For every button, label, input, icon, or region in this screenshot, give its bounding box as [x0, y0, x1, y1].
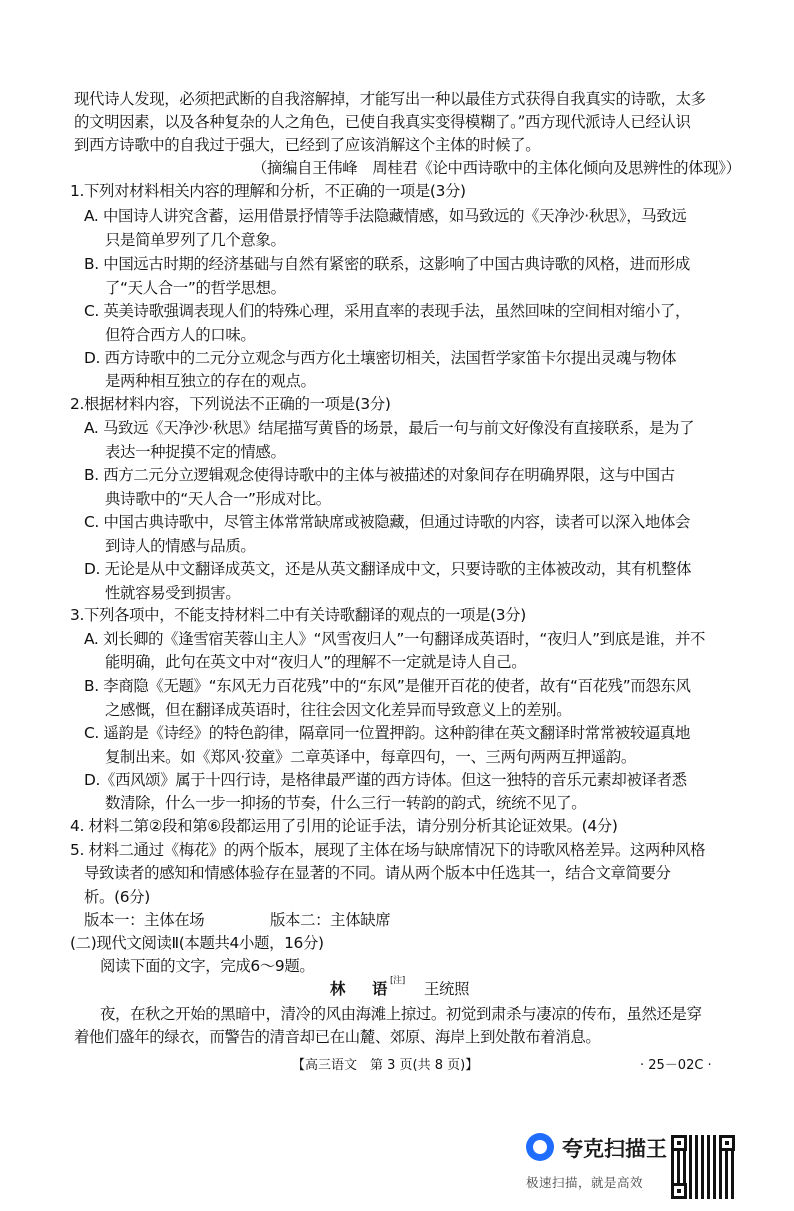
scanner-logo-icon: [526, 1133, 554, 1161]
article-paragraph-1: 夜，在秋之开始的黑暗中，清冷的风由海滩上掠过。初觉到肃杀与凄凉的传布，虽然还是穿: [100, 1005, 702, 1023]
q2-option-a: A. 马致远《天净沙·秋思》结尾描写黄昏的场景，最后一句与前文好像没有直接联系，是为了: [84, 419, 695, 437]
q2-option-d-cont: 性就容易受到损害。: [105, 584, 241, 602]
q3-option-a-cont: 能明确，此句在英文中对“夜归人”的理解不一定就是诗人自己。: [105, 653, 527, 671]
article-paragraph-1-cont: 着他们盛年的绿衣，而警告的清音却已在山麓、郊原、海岸上到处散布着消息。: [74, 1028, 601, 1046]
section-instruction: 阅读下面的文字，完成6～9题。: [100, 957, 315, 975]
q1-stem: 1.下列对材料相关内容的理解和分析，不正确的一项是(3分): [70, 182, 466, 200]
q5-stem-line-1: 5. 材料二通过《梅花》的两个版本，展现了主体在场与缺席情况下的诗歌风格差异。这两种风格: [70, 841, 706, 859]
paper-code: · 25－02C ·: [640, 1058, 712, 1073]
q3-option-b: B. 李商隐《无题》“东风无力百花残”中的“东风”是催开百花的使者，故有“百花残”而怨东风: [84, 677, 691, 695]
q1-option-d-cont: 是两种相互独立的存在的观点。: [105, 372, 316, 390]
q3-option-d: D.《西风颂》属于十四行诗，是格律最严谨的西方诗体。但这一独特的音乐元素却被译者悉: [84, 771, 687, 789]
q1-option-a-cont: 只是简单罗列了几个意象。: [105, 231, 286, 249]
scanner-brand-name: 夸克扫描王: [562, 1137, 667, 1161]
q5-version-2: 版本二：主体缺席: [270, 911, 391, 929]
section-heading: (二)现代文阅读Ⅱ(本题共4小题，16分): [70, 934, 324, 952]
q3-stem: 3.下列各项中，不能支持材料二中有关诗歌翻译的观点的一项是(3分): [70, 606, 526, 624]
q3-option-d-cont: 数清除，什么一步一抑扬的节奏，什么三行一转韵的韵式，统统不见了。: [105, 794, 587, 812]
q2-option-b-cont: 典诗歌中的“天人合一”形成对比。: [105, 490, 331, 508]
qr-finder-top-right: [719, 1135, 735, 1151]
page-footer: 【高三语文 第 3 页(共 8 页)】: [292, 1058, 479, 1073]
q2-option-a-cont: 表达一种捉摸不定的情感。: [105, 443, 286, 461]
q3-option-c: C. 遥韵是《诗经》的特色韵律，隔章同一位置押韵。这种韵律在英文翻译时常常被较逼真地: [84, 724, 691, 742]
q1-option-c-cont: 但符合西方人的口味。: [105, 326, 256, 344]
q5-version-1: 版本一：主体在场: [84, 911, 205, 929]
q3-option-c-cont: 复制出来。如《郑风·狡童》二章英译中，每章四句，一、三两句两两互押遥韵。: [105, 748, 636, 766]
q1-option-a: A. 中国诗人讲究含蓄，运用借景抒情等手法隐藏情感，如马致远的《天净沙·秋思》，马致远: [84, 207, 687, 225]
passage-line-1: 现代诗人发现，必须把武断的自我溶解掉，才能写出一种以最佳方式获得自我真实的诗歌，太多: [74, 90, 706, 108]
article-title-char-2: 语: [372, 980, 388, 998]
q1-option-c: C. 英美诗歌强调表现人们的特殊心理，采用直率的表现手法，虽然回味的空间相对缩小了，: [84, 302, 691, 320]
qr-finder-top-left: [671, 1135, 687, 1151]
q2-option-c-cont: 到诗人的情感与品质。: [105, 537, 256, 555]
q1-option-b: B. 中国远古时期的经济基础与自然有紧密的联系，这影响了中国古典诗歌的风格，进而形成: [84, 255, 690, 273]
q3-option-b-cont: 之感慨，但在翻译成英语时，往往会因文化差异而导致意义上的差别。: [105, 701, 572, 719]
q2-stem: 2.根据材料内容，下列说法不正确的一项是(3分): [70, 395, 391, 413]
q1-option-d: D. 西方诗歌中的二元分立观念与西方化土壤密切相关，法国哲学家笛卡尔提出灵魂与物体: [84, 349, 677, 367]
passage-source: （摘编自王伟峰 周桂君《论中西诗歌中的主体化倾向及思辨性的体现》）: [252, 159, 741, 177]
q3-option-a: A. 刘长卿的《逢雪宿芙蓉山主人》“风雪夜归人”一句翻译成英语时，“夜归人”到底是谁，并不: [84, 630, 706, 648]
article-title-note: [注]: [390, 976, 405, 986]
article-title-char-1: 林: [330, 980, 346, 998]
scanner-watermark: [526, 1129, 666, 1199]
q5-stem-line-3: 析。(6分): [84, 888, 150, 906]
q2-option-b: B. 西方二元分立逻辑观念使得诗歌中的主体与被描述的对象间存在明确界限，这与中国古: [84, 466, 675, 484]
article-author: 王统照: [424, 980, 470, 998]
scanner-slogan: 极速扫描，就是高效: [526, 1175, 644, 1190]
q1-option-b-cont: 了“天人合一”的哲学思想。: [105, 279, 286, 297]
passage-line-3: 到西方诗歌中的自我过于强大，已经到了应该消解这个主体的时候了。: [74, 136, 541, 154]
q5-stem-line-2: 导致读者的感知和情感体验存在显著的不同。请从两个版本中任选其一，结合文章简要分: [84, 864, 671, 882]
qr-code-icon: [671, 1135, 735, 1199]
q4-stem: 4. 材料二第②段和第⑥段都运用了引用的论证手法，请分别分析其论证效果。(4分): [70, 817, 618, 835]
q2-option-d: D. 无论是从中文翻译成英文，还是从英文翻译成中文，只要诗歌的主体被改动，其有机整体: [84, 560, 692, 578]
q2-option-c: C. 中国古典诗歌中，尽管主体常常缺席或被隐藏，但通过诗歌的内容，读者可以深入地体会: [84, 513, 691, 531]
qr-finder-bottom-left: [671, 1183, 687, 1199]
passage-line-2: 的文明因素，以及各种复杂的人之角色，已使自我真实变得模糊了。”西方现代派诗人已经认识: [74, 113, 691, 131]
